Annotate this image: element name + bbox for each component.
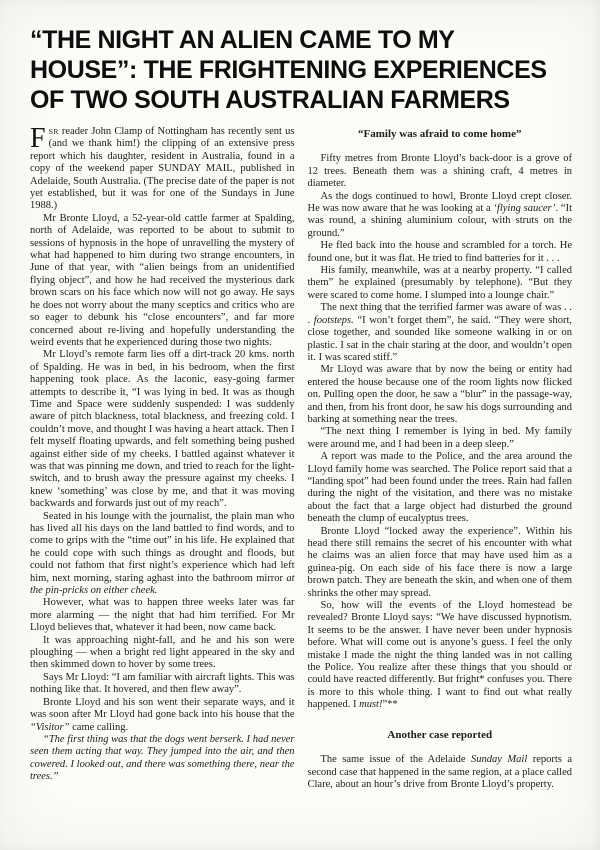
title-line: “THE NIGHT AN ALIEN CAME TO MY xyxy=(30,26,455,54)
emphasized-text: “Visitor” xyxy=(30,721,70,733)
paragraph: “The next thing I remember is lying in bed. My family were around me, and I had been in a deep sleep.” xyxy=(307,426,572,450)
paragraph: So, how will the events of the Lloyd homestead be revealed? Bronte Lloyd says: “We have discussed hypnotism. It seems to be the answer. I have never been under hypnosis before. What will come out is anyone’s guess. I feel the only mistake I made the night the thing landed was in not calling the Police. You realize after these things that you should or could have reacted differently. But fright* confuses you. There is more to this whole thing. I want to find out what really happened. I must!”** xyxy=(307,600,572,711)
paragraph: Bronte Lloyd “locked away the experience”. Within his head there still remains the secret of his encounter with what he claims was an alien force that may have used him as a guinea-pig. On each side of his face there is now a large brown patch. They are beneath the skin, and when one of them shrinks the other may spread. xyxy=(307,525,572,599)
paragraph: Says Mr Lloyd: “I am familiar with aircraft lights. This was nothing like that. It hovered, and then flew away”. xyxy=(30,671,295,696)
small-caps-text: SR xyxy=(48,127,59,136)
article-columns xyxy=(30,123,572,791)
paragraph: Mr Lloyd’s remote farm lies off a dirt-track 20 kms. north of Spalding. He was in bed, in his bedroom, when the first happening took place. As the laconic, easy-going farmer attempts to describe it, “I was lying in bed. It was as though Time and Space were suddenly suspended: I was suddenly aware of pitch blackness, total blackness, and freezing cold. I couldn’t move, and thought I was having a heart attack. Then I felt myself floating upwards, and felt something being pushed against either side of my cheeks. I battled against whatever it was that was pinning me down, and tried to reach for the light-switch, and to brush away the pressure against my cheeks. I knew ‘something’ was close by me, and that it was moving backwards and forwards just out of my reach”. xyxy=(30,349,295,510)
drop-cap: F xyxy=(30,123,46,154)
paragraph: FSR reader John Clamp of Nottingham has recently sent us (and we thank him!) the clipping of an extensive press report which his daughter, resident in Australia, found in a copy of the weekend paper SUNDAY MAIL, published in Adelaide, South Australia. (The precise date of the paper is not yet established, but it was for one of the Sundays in June 1988.) xyxy=(30,123,295,212)
paragraph: “The first thing was that the dogs went berserk. I had never seen them acting that way. They jumped into the air, and then cowered. I looked out, and there was something there, near the trees.” xyxy=(30,733,295,783)
paragraph: However, what was to happen three weeks later was far more alarming — the night that had him terrified. For Mr Lloyd believes that, whatever it had been, now came back. xyxy=(30,597,295,634)
paragraph: As the dogs continued to howl, Bronte Lloyd crept closer. He was now aware that he was looking at a ‘flying saucer’. “It was round, a shining aluminium colour, with struts on the ground.” xyxy=(307,190,572,239)
paragraph: The next thing that the terrified farmer was aware of was . . . footsteps. “I won’t forget them”, he said. “They were short, close together, and sounded like someone walking in or on plastic. I sat in the chair staring at the door, and wouldn’t open it. I was scared stiff.” xyxy=(307,302,572,363)
paragraph: His family, meanwhile, was at a nearby property. “I called them” he explained (presumably by telephone). “But they were scared to come home. I slumped into a lounge chair.” xyxy=(307,265,572,301)
title-line: HOUSE”: THE FRIGHTENING EXPERIENCES xyxy=(30,56,547,84)
section-heading: “Family was afraid to come home” xyxy=(358,128,522,140)
emphasized-text: at the pin-pricks on either cheek. xyxy=(30,572,295,597)
emphasized-text: Sunday Mail xyxy=(471,754,528,766)
emphasized-text: ‘flying saucer’ xyxy=(493,203,556,215)
paragraph: Mr Bronte Lloyd, a 52-year-old cattle farmer at Spalding, north of Adelaide, was reported to be about to submit to sessions of hypnosis in the hope of unravelling the mystery of what had happened to him during two strange encounters, in June of that year, with “alien beings from an unidentified flying object”, and how he had received the mysterious dark brown scars on his face which now will not go away. He says he does not worry about the many sceptics and critics who are so eager to debunk his “close encounters”, and far more concerned about re-living and hopefully understanding the weird events that he experienced during those two nights. xyxy=(30,212,295,348)
emphasized-text: must! xyxy=(359,699,383,711)
article-title xyxy=(30,25,572,115)
paragraph: Mr Lloyd was aware that by now the being or entity had entered the house because one of the room lights now flicked on. Pulling open the door, he saw a “blur” in the passage-way, and then, from his front door, he saw his dogs surrounding and barking at something near the trees. xyxy=(307,364,572,425)
column-right xyxy=(308,126,573,791)
title-line: OF TWO SOUTH AUSTRALIAN FARMERS xyxy=(30,86,510,114)
column-left xyxy=(30,123,295,791)
paragraph: A report was made to the Police, and the area around the Lloyd family home was searched. The Police report said that a “landing spot” had been found under the trees. Rain had fallen during the night of the visitation, and there was no mistake about the fact that a large object had disturbed the ground beneath the clump of eucalyptus trees. xyxy=(307,451,572,525)
section-heading: Another case reported xyxy=(387,728,493,741)
paragraph: Seated in his lounge with the journalist, the plain man who has lived all his days on the land battled to find words, and to come to grips with the “time out” in his life. He explained that he could cope with such things as drought and floods, but could not fathom that first night’s experience which had left him, next morning, staring aghast into the bathroom mirror at the pin-pricks on either cheek. xyxy=(30,510,295,597)
emphasized-text: footsteps. xyxy=(313,314,354,326)
paragraph: It was approaching night-fall, and he and his son were ploughing — when a bright red light appeared in the sky and then skimmed down to hover by some trees. xyxy=(30,634,295,671)
paragraph: The same issue of the Adelaide Sunday Mail reports a second case that happened in the same region, at a place called Clare, about an hour’s drive from Bronte Lloyd’s property. xyxy=(307,754,572,790)
paragraph: He fled back into the house and scrambled for a torch. He found one, but it was flat. He tried to find batteries for it . . . xyxy=(307,240,572,264)
paragraph: Fifty metres from Bronte Lloyd’s back-door is a grove of 12 trees. Beneath them was a shining craft, 4 metres in diameter. xyxy=(307,153,572,190)
paragraph: Bronte Lloyd and his son went their separate ways, and it was soon after Mr Lloyd had gone back into his house that the “Visitor” came calling. xyxy=(30,696,295,733)
